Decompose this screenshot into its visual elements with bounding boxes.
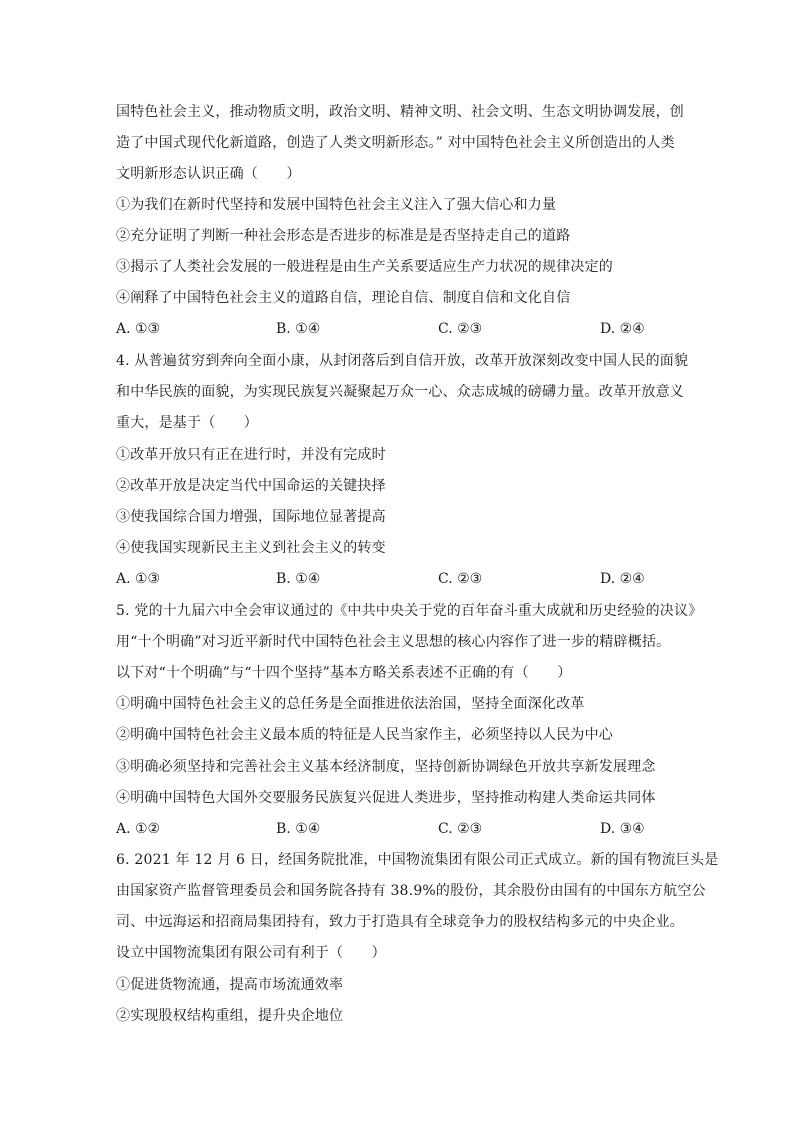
q6-stem-line: 设立中国物流集团有限公司有利于（ ） <box>116 945 386 961</box>
q5-option-d: D. ③④ <box>600 821 645 837</box>
q5-option-b: B. ①④ <box>276 821 321 837</box>
q3-options <box>116 319 676 339</box>
q3-option-b: B. ①④ <box>276 321 321 337</box>
q4-stem-line: 重大，是基于（ ） <box>116 415 258 431</box>
q6-item: ②实现股权结构重组，提升央企地位 <box>116 1008 344 1024</box>
q5-item: ①明确中国特色社会主义的总任务是全面推进依法治国，坚持全面深化改革 <box>116 696 585 712</box>
q3-stem-line: 造了中国式现代化新道路，创造了人类文明新形态。” 对中国特色社会主义所创造出的人类 <box>116 135 675 151</box>
q4-item: ③使我国综合国力增强，国际地位显著提高 <box>116 509 386 525</box>
q5-options <box>116 819 676 839</box>
q3-stem-line: 文明新形态认识正确（ ） <box>116 166 301 182</box>
q3-item: ②充分证明了判断一种社会形态是否进步的标准是是否坚持走自己的道路 <box>116 228 571 244</box>
q3-option-d: D. ②④ <box>600 321 645 337</box>
q5-option-c: C. ②③ <box>438 821 483 837</box>
q3-option-a: A. ①③ <box>116 321 161 337</box>
q3-stem-line: 国特色社会主义，推动物质文明，政治文明、精神文明、社会文明、生态文明协调发展，创 <box>116 104 684 120</box>
q4-option-b: B. ①④ <box>276 571 321 587</box>
q3-option-c: C. ②③ <box>438 321 483 337</box>
q4-option-c: C. ②③ <box>438 571 483 587</box>
q5-option-a: A. ①② <box>116 821 161 837</box>
q4-stem-line: 4. 从普遍贫穷到奔向全面小康，从封闭落后到自信开放，改革开放深刻改变中国人民的面貌 <box>116 353 689 369</box>
q5-item: ②明确中国特色社会主义最本质的特征是人民当家作主，必须坚持以人民为中心 <box>116 727 613 743</box>
q3-item: ④阐释了中国特色社会主义的道路自信，理论自信、制度自信和文化自信 <box>116 290 571 306</box>
q3-item: ③揭示了人类社会发展的一般进程是由生产关系要适应生产力状况的规律决定的 <box>116 259 613 275</box>
q3-item: ①为我们在新时代坚持和发展中国特色社会主义注入了强大信心和力量 <box>116 197 557 213</box>
q4-stem-line: 和中华民族的面貌，为实现民族复兴凝聚起万众一心、众志成城的磅礴力量。改革开放意义 <box>116 384 684 400</box>
q6-stem-line: 6. 2021 年 12 月 6 日，经国务院批准，中国物流集团有限公司正式成立。新的国有物流巨头是 <box>116 852 719 868</box>
q4-item: ④使我国实现新民主主义到社会主义的转变 <box>116 540 386 556</box>
q4-item: ②改革开放是决定当代中国命运的关键抉择 <box>116 478 386 494</box>
q6-stem-line: 司、中远海运和招商局集团持有，致力于打造具有全球竞争力的股权结构多元的中央企业。 <box>116 914 684 930</box>
q5-stem-line: 以下对“十个明确”与“十四个坚持”基本方略关系表述不正确的有（ ） <box>116 665 572 681</box>
q5-item: ③明确必须坚持和完善社会主义基本经济制度，坚持创新协调绿色开放共享新发展理念 <box>116 759 656 775</box>
q6-stem-line: 由国家资产监督管理委员会和国务院各持有 38.9%的股份，其余股份由国有的中国东方航空公 <box>116 883 706 899</box>
q5-item: ④明确中国特色大国外交要服务民族复兴促进人类进步，坚持推动构建人类命运共同体 <box>116 790 656 806</box>
q4-option-d: D. ②④ <box>600 571 645 587</box>
q5-stem-line: 5. 党的十九届六中全会审议通过的《中共中央关于党的百年奋斗重大成就和历史经验的决议》 <box>116 603 703 619</box>
q4-options <box>116 569 676 589</box>
q4-item: ①改革开放只有正在进行时，并没有完成时 <box>116 447 386 463</box>
q5-stem-line: 用“十个明确”对习近平新时代中国特色社会主义思想的核心内容作了进一步的精辟概括。 <box>116 634 671 650</box>
q6-item: ①促进货物流通，提高市场流通效率 <box>116 977 344 993</box>
q4-option-a: A. ①③ <box>116 571 161 587</box>
